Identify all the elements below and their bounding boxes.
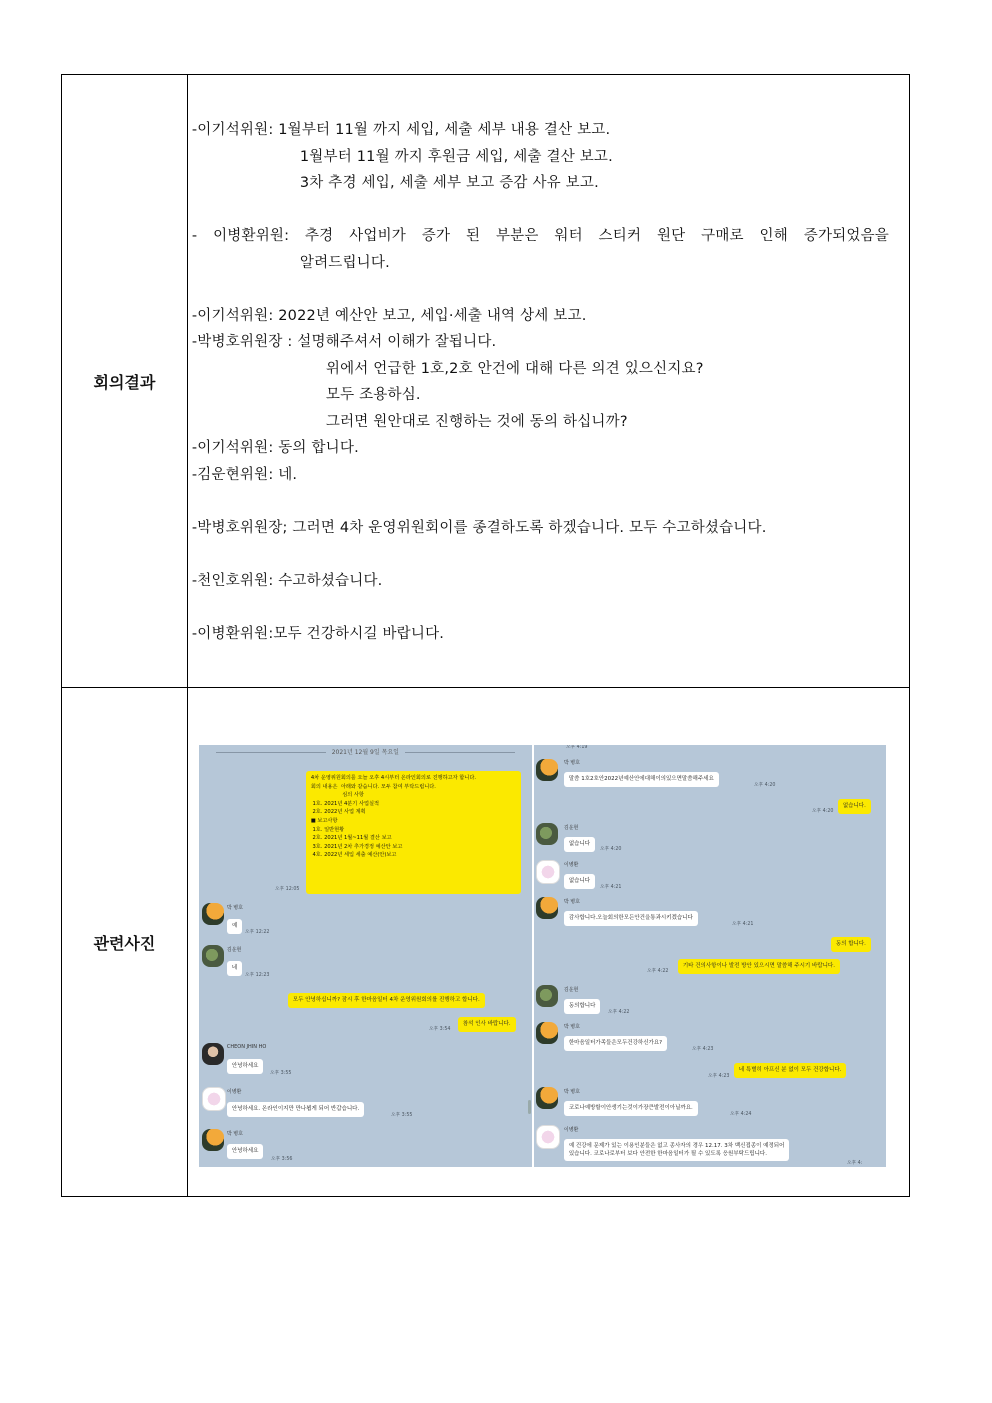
message-bubble: 네 특별히 아프신 분 없이 모두 건강합니다.	[734, 1063, 847, 1078]
message-bubble: 감사합니다.오늘회의한모든안건을통과시키겠습니다	[564, 911, 698, 926]
message-bubble: 안녕하세요	[227, 1144, 264, 1159]
message-bubble: 동의 합니다.	[831, 937, 871, 952]
announcement-line: ■ 보고사항	[310, 817, 338, 824]
minutes-line: 위에서 언급한 1호,2호 안건에 대해 다른 의견 있으신지요?	[325, 360, 704, 377]
announcement-bubble	[306, 771, 521, 894]
blank-line	[192, 541, 889, 568]
sender-name: CHEON JHIN HO	[226, 1044, 267, 1050]
minutes-line: -이기석위원: 2022년 예산안 보고, 세입·세출 내역 상세 보고.	[191, 307, 587, 324]
minutes-line: 1월부터 11월 까지 후원금 세입, 세출 결산 보고.	[299, 148, 613, 165]
avatar	[536, 1022, 558, 1044]
message-bubble: 참석 인사 바랍니다.	[458, 1017, 516, 1032]
avatar	[202, 1043, 224, 1065]
sender-name: 김운현	[226, 947, 242, 953]
minutes-line: -박병호위원장 : 설명해주셔서 이해가 잘됩니다.	[191, 334, 497, 350]
minutes-line: 모두 조용하심.	[325, 387, 421, 403]
message-bubble: 동의합니다	[564, 999, 601, 1014]
minutes-line: -김운현위원: 네.	[191, 466, 298, 483]
minutes-table	[61, 74, 910, 1197]
sender-name: 박 병호	[563, 1024, 580, 1030]
avatar	[536, 860, 560, 884]
sender-name: 김운현	[563, 987, 579, 993]
avatar	[202, 1129, 224, 1151]
timestamp: 오후 4:22	[607, 1010, 630, 1015]
announcement-line: 회의 내용은 아래와 같습니다. 모두 참여 부탁드립니다.	[310, 783, 436, 790]
chat-screenshot-right	[534, 745, 886, 1167]
result-label-cell	[62, 75, 188, 688]
result-label: 회의결과	[93, 372, 156, 392]
timestamp: 오후 3:55	[390, 1113, 413, 1118]
announcement-line: 1호. 일반현황	[310, 826, 345, 833]
avatar	[202, 903, 224, 925]
message-line: 예 건강에 문제가 있는 이용인분들은 없고 종사자의 경우 12.17. 3차 백신접종이 예정되어	[568, 1143, 785, 1149]
avatar	[536, 897, 558, 919]
minutes-lines	[192, 117, 889, 647]
timestamp: 오후 4:21	[731, 922, 754, 927]
message-bubble: 안녕하세요	[227, 1059, 264, 1074]
photo-label: 관련사진	[93, 933, 156, 953]
message-bubble: 안녕하세요. 온라인이지만 만나뵙게 되어 반갑습니다.	[227, 1102, 364, 1117]
photo-label-cell	[62, 688, 188, 1197]
timestamp: 오후 4:23	[707, 1074, 730, 1079]
message-bubble: 코로나예방할이안생기는것이가장큰발전이아닐까요.	[564, 1101, 698, 1116]
sender-name: 박 병호	[226, 1131, 243, 1137]
message-bubble: 네	[227, 961, 242, 976]
timestamp: 오후 12:05	[274, 887, 300, 892]
announcement-line: 4호. 2022년 세입 세출 예산(안)보고	[310, 852, 397, 859]
minutes-line: 알려드립니다.	[299, 254, 390, 271]
avatar	[202, 1087, 226, 1111]
announcement-line: 심의 사항	[310, 792, 364, 799]
timestamp: 오후 4:20	[811, 809, 834, 814]
announcement-line: 1호. 2021년 4분기 사업실적	[310, 800, 379, 807]
sender-name: 박 병호	[226, 905, 243, 911]
sender-name: 박 병호	[563, 760, 580, 766]
announcement-line: 2호. 2022년 사업 계획	[310, 809, 366, 816]
timestamp: 오후 3:56	[270, 1157, 293, 1162]
blank-line	[192, 594, 889, 621]
timestamp: 오후 3:54	[428, 1027, 451, 1032]
timestamp: 오후 4:	[846, 1161, 863, 1166]
message-bubble: 예	[227, 919, 242, 934]
announcement-line: 2호. 2021년 1월~11월 결산 보고	[310, 835, 392, 842]
timestamp: 오후 4:22	[646, 969, 669, 974]
message-bubble	[564, 1139, 790, 1161]
timestamp: 오후 3:55	[269, 1071, 292, 1076]
avatar	[536, 823, 558, 845]
timestamp: 오후 4:23	[691, 1047, 714, 1052]
avatar	[202, 945, 224, 967]
timestamp: 오후 12:23	[244, 973, 270, 978]
result-content-cell	[187, 75, 909, 688]
message-bubble: 기타 건의사항이나 발전 방안 있으시면 말씀해 주시기 바랍니다.	[678, 959, 840, 974]
sender-name: 김운현	[563, 825, 579, 831]
message-bubble: 말씀 1호2호안2022년예산안에대해이의있으면말씀해주세요	[564, 772, 719, 787]
message-line: 있습니다. 코로나로부터 보다 안전한 한마음일터가 될 수 있도록 응원부탁드립니다.	[568, 1151, 767, 1157]
announcement-line: 3호. 2021년 2차 추가경정 예산안 보고	[310, 843, 403, 850]
blank-line	[192, 276, 889, 303]
sender-name: 이병환	[563, 862, 579, 868]
chat-date: 2021년 12월 9일 목요일	[199, 747, 532, 756]
chat-screenshot-left	[199, 745, 532, 1167]
message-bubble: 없습니다	[564, 837, 595, 852]
minutes-line: -이기석위원: 1월부터 11월 까지 세입, 세출 세부 내용 결산 보고.	[191, 122, 611, 138]
avatar	[536, 1087, 558, 1109]
minutes-line: -이기석위원: 동의 합니다.	[191, 440, 359, 456]
minutes-line: -천인호위원: 수고하셨습니다.	[191, 572, 383, 589]
timestamp: 오후 4:19	[565, 745, 588, 750]
timestamp: 오후 4:20	[599, 847, 622, 852]
timestamp: 오후 12:22	[244, 930, 270, 935]
timestamp: 오후 4:21	[599, 885, 622, 890]
message-bubble: 없습니다.	[838, 799, 871, 814]
timestamp: 오후 4:24	[729, 1112, 752, 1117]
sender-name: 박 병호	[563, 899, 580, 905]
minutes-line: -박병호위원장; 그러면 4차 운영위원회이를 종결하도록 하겠습니다. 모두 수고하셨습니다.	[191, 519, 767, 536]
blank-line	[192, 197, 889, 224]
message-bubble: 한마음일터가족들은모두건강하신가요?	[564, 1036, 667, 1051]
scrollbar	[528, 1100, 531, 1114]
sender-name: 이병환	[563, 1127, 579, 1133]
minutes-line: - 이병환위원: 추경 사업비가 증가 된 부분은 워터 스티커 원단 구매로 인해 증가되었음을	[191, 228, 889, 244]
timestamp: 오후 4:20	[753, 783, 776, 788]
minutes-line: 3차 추경 세입, 세출 세부 보고 증감 사유 보고.	[299, 175, 599, 191]
minutes-line: -이병환위원:모두 건강하시길 바랍니다.	[191, 625, 445, 642]
avatar	[536, 985, 558, 1007]
avatar	[536, 759, 558, 781]
photo-content-cell	[187, 688, 909, 1197]
sender-name: 이병환	[226, 1089, 242, 1095]
message-bubble: 없습니다	[564, 874, 595, 889]
avatar	[536, 1125, 560, 1149]
announcement-line: 4차 운영위원회의를 오늘 오후 4시부터 온라인회의로 진행하고자 합니다.	[310, 775, 476, 781]
sender-name: 박 병호	[563, 1089, 580, 1095]
minutes-line: 그러면 원안대로 진행하는 것에 동의 하십니까?	[325, 413, 628, 430]
blank-line	[192, 488, 889, 515]
message-bubble: 모두 안녕하십니까? 잠시 후 한마음일터 4차 운영위원회의를 진행하고 합니다.	[288, 993, 485, 1008]
